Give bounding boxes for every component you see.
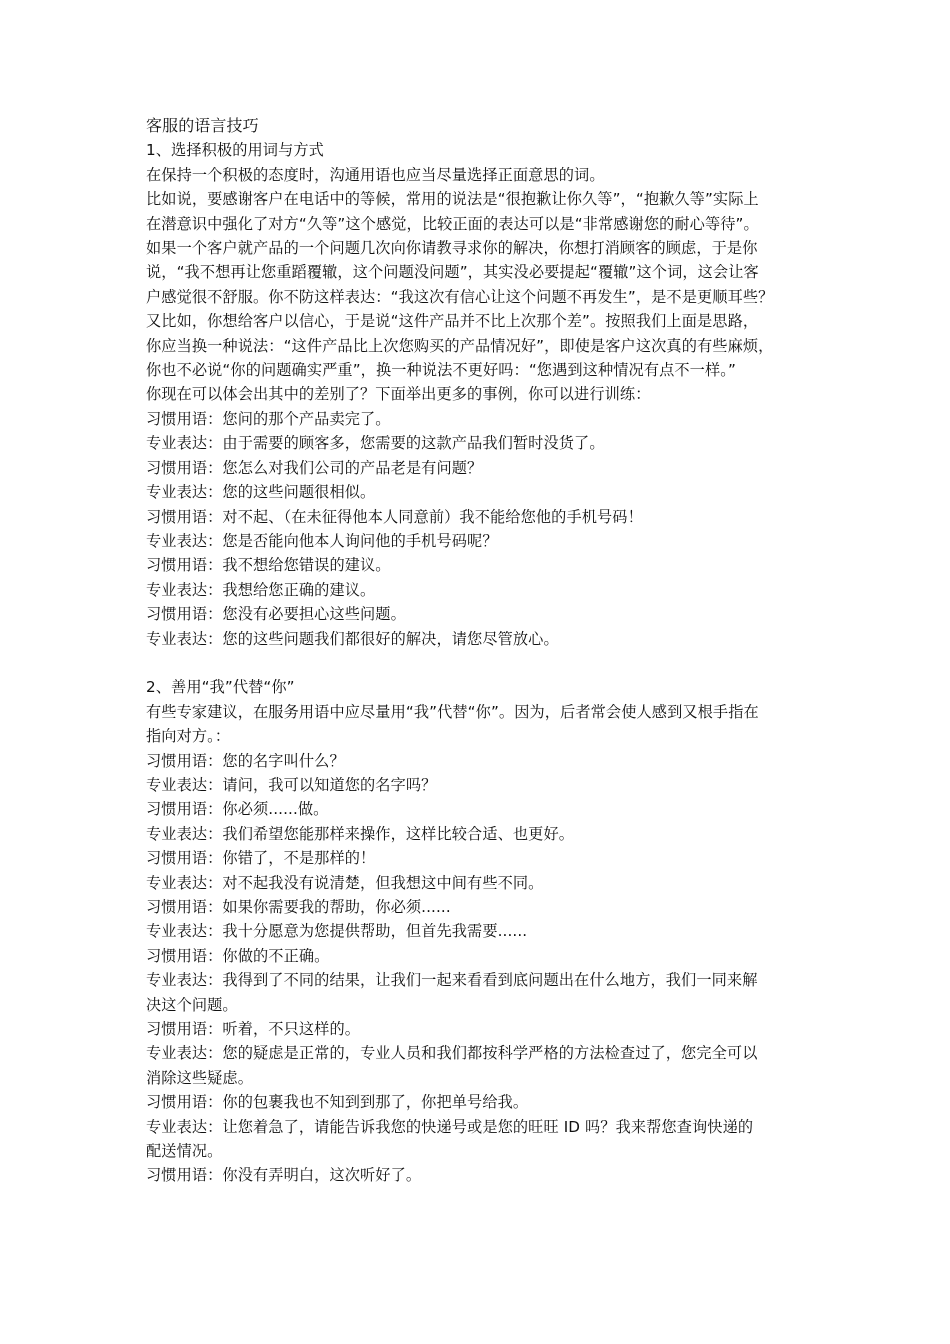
example-line: 决这个问题。 [146,995,238,1014]
example-line: 习惯用语：听着，不只这样的。 [146,1020,361,1039]
example-line: 专业表达：让您着急了，请能告诉我您的快递号或是您的旺旺 ID 吗？我来帮您查询快递的 [146,1117,754,1136]
section-2-intro [146,700,816,749]
example-line: 习惯用语：你没有弄明白，这次听好了。 [146,1166,422,1185]
paragraph-line: 你现在可以体会出其中的差别了？下面举出更多的事例，你可以进行训练： [146,385,651,404]
paragraph-line: 你也不必说“你的问题确实严重”，换一种说法不更好吗：“您遇到这种情况有点不一样。” [146,361,736,380]
example-line: 习惯用语：您问的那个产品卖完了。 [146,409,391,428]
paragraph-line: 说，“我不想再让您重蹈覆辙，这个问题没问题”，其实没必要提起“覆辙”这个词，这会让客 [146,263,759,282]
example-line: 专业表达：我想给您正确的建议。 [146,580,376,599]
example-line: 习惯用语：我不想给您错误的建议。 [146,556,391,575]
example-line: 习惯用语：您没有必要担心这些问题。 [146,605,406,624]
example-line: 习惯用语：你必须......做。 [146,800,329,819]
example-line: 专业表达：您的这些问题很相似。 [146,483,376,502]
section-2-examples [146,749,816,1188]
document-title: 客服的语言技巧 [146,116,259,135]
example-line: 专业表达：您的这些问题我们都很好的解决，请您尽管放心。 [146,629,559,648]
section-spacer [146,651,816,675]
example-line: 专业表达：请问，我可以知道您的名字吗？ [146,775,437,794]
paragraph-line: 指向对方。： [146,727,231,746]
document-page [146,114,816,1188]
paragraph-line: 户感觉很不舒服。你不防这样表达：“我这次有信心让这个问题不再发生”，是不是更顺耳些？ [146,287,774,306]
example-line: 习惯用语：如果你需要我的帮助，你必须...... [146,897,451,916]
paragraph-line: 如果一个客户就产品的一个问题几次向你请教寻求你的解决，你想打消顾客的顾虑，于是你 [146,239,758,258]
example-line: 习惯用语：您的名字叫什么？ [146,751,345,770]
section-1-heading: 1、选择积极的用词与方式 [146,141,324,160]
example-line: 专业表达：我十分愿意为您提供帮助，但首先我需要...... [146,922,528,941]
example-line: 专业表达：我得到了不同的结果，让我们一起来看看到底问题出在什么地方，我们一同来解 [146,971,758,990]
example-line: 专业表达：我们希望您能那样来操作，这样比较合适、也更好。 [146,824,575,843]
example-line: 消除这些疑虑。 [146,1068,254,1087]
example-line: 习惯用语：对不起、（在未征得他本人同意前）我不能给您他的手机号码！ [146,507,643,526]
example-line: 习惯用语：您怎么对我们公司的产品老是有问题？ [146,458,483,477]
example-line: 习惯用语：你的包裹我也不知到到那了，你把单号给我。 [146,1093,529,1112]
paragraph-line: 在保持一个积极的态度时，沟通用语也应当尽量选择正面意思的词。 [146,165,605,184]
example-line: 专业表达：您是否能向他本人询问他的手机号码呢？ [146,531,498,550]
paragraph-line: 在潜意识中强化了对方“久等”这个感觉，比较正面的表达可以是“非常感谢您的耐心等待”。 [146,214,759,233]
section-2-heading: 2、善用“我”代替“你” [146,678,295,697]
example-line: 专业表达：由于需要的顾客多，您需要的这款产品我们暂时没货了。 [146,434,605,453]
paragraph-line: 比如说，要感谢客户在电话中的等候，常用的说法是“很抱歉让你久等”，“抱歉久等”实际上 [146,190,759,209]
paragraph-line: 有些专家建议，在服务用语中应尽量用“我”代替“你”。因为，后者常会使人感到又根手指在 [146,702,759,721]
example-line: 习惯用语：你做的不正确。 [146,946,330,965]
paragraph-line: 又比如，你想给客户以信心，于是说“这件产品并不比上次那个差”。按照我们上面是思路， [146,312,759,331]
section-1-examples [146,407,816,651]
example-line: 配送情况。 [146,1142,223,1161]
paragraph-line: 你应当换一种说法：“这件产品比上次您购买的产品情况好”，即使是客户这次真的有些麻烦， [146,336,774,355]
example-line: 习惯用语：你错了，不是那样的！ [146,849,376,868]
section-1-intro [146,163,816,407]
example-line: 专业表达：对不起我没有说清楚，但我想这中间有些不同。 [146,873,544,892]
example-line: 专业表达：您的疑虑是正常的，专业人员和我们都按科学严格的方法检查过了，您完全可以 [146,1044,758,1063]
